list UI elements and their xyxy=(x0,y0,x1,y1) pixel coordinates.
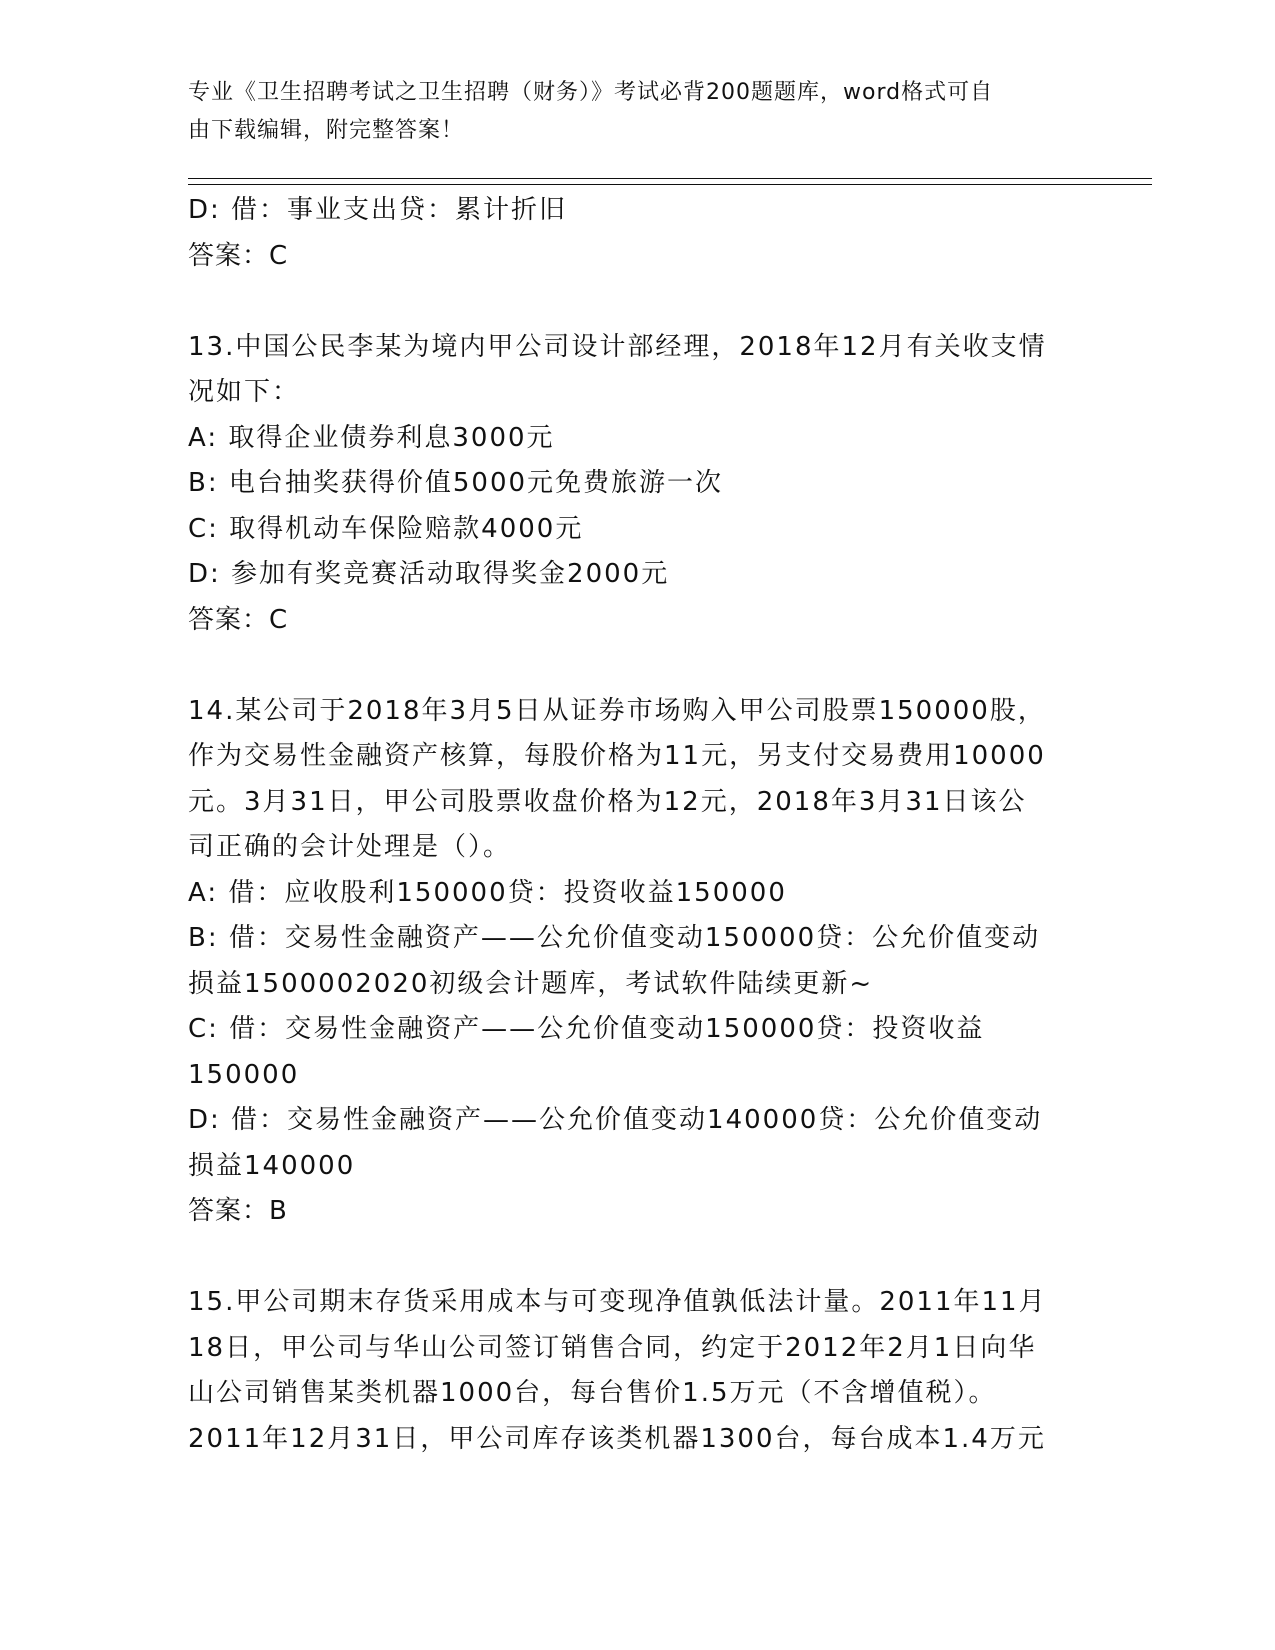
question-stem: 13.中国公民李某为境内甲公司设计部经理，2018年12月有关收支情 xyxy=(188,331,1047,362)
question-stem: 山公司销售某类机器1000台，每台售价1.5万元（不含增值税）。 xyxy=(188,1378,997,1408)
question-stem: 司正确的会计处理是（）。 xyxy=(188,832,512,862)
option-d: D: 借：事业支出贷：累计折旧 xyxy=(188,195,568,225)
document-body xyxy=(188,188,1088,1462)
option-b: B: 电台抽奖获得价值5000元免费旅游一次 xyxy=(188,468,724,498)
question-stem: 作为交易性金融资产核算，每股价格为11元，另支付交易费用10000 xyxy=(188,741,1046,771)
header-divider-top xyxy=(188,178,1152,179)
option-d: D: 参加有奖竞赛活动取得奖金2000元 xyxy=(188,559,670,589)
question-15 xyxy=(188,1280,1088,1462)
option-c: C: 借：交易性金融资产——公允价值变动150000贷：投资收益 xyxy=(188,1014,985,1044)
spacer xyxy=(188,279,1088,325)
option-a: A: 取得企业债券利息3000元 xyxy=(188,422,555,453)
question-14 xyxy=(188,689,1088,1235)
spacer xyxy=(188,1235,1088,1281)
option-a: A: 借：应收股利150000贷：投资收益150000 xyxy=(188,877,787,908)
answer: 答案：C xyxy=(188,240,289,271)
question-stem: 14.某公司于2018年3月5日从证券市场购入甲公司股票150000股， xyxy=(188,695,1046,726)
header-line-2: 由下载编辑，附完整答案！ xyxy=(188,118,465,143)
option-c: C: 取得机动车保险赔款4000元 xyxy=(188,513,584,544)
answer: 答案：C xyxy=(188,604,289,635)
question-12-tail xyxy=(188,188,1088,279)
question-stem: 况如下： xyxy=(188,377,301,407)
question-13 xyxy=(188,325,1088,644)
option-b: B: 借：交易性金融资产——公允价值变动150000贷：公允价值变动 xyxy=(188,923,1041,953)
question-stem: 2011年12月31日，甲公司库存该类机器1300台，每台成本1.4万元 xyxy=(188,1423,1046,1454)
option-c-continued: 150000 xyxy=(188,1059,300,1090)
header-divider-bottom xyxy=(188,184,1152,185)
question-stem: 元。3月31日，甲公司股票收盘价格为12元，2018年3月31日该公 xyxy=(188,786,1027,817)
option-b-continued: 损益1500002020初级会计题库，考试软件陆续更新~ xyxy=(188,968,874,999)
document-header xyxy=(188,74,1088,150)
header-line-1: 专业《卫生招聘考试之卫生招聘（财务）》考试必背200题题库，word格式可自 xyxy=(188,80,994,105)
question-stem: 18日，甲公司与华山公司签订销售合同，约定于2012年2月1日向华 xyxy=(188,1332,1037,1363)
spacer xyxy=(188,643,1088,689)
question-stem: 15.甲公司期末存货采用成本与可变现净值孰低法计量。2011年11月 xyxy=(188,1287,1047,1317)
option-d: D: 借：交易性金融资产——公允价值变动140000贷：公允价值变动 xyxy=(188,1105,1043,1135)
option-d-continued: 损益140000 xyxy=(188,1150,356,1181)
answer: 答案：B xyxy=(188,1196,288,1226)
